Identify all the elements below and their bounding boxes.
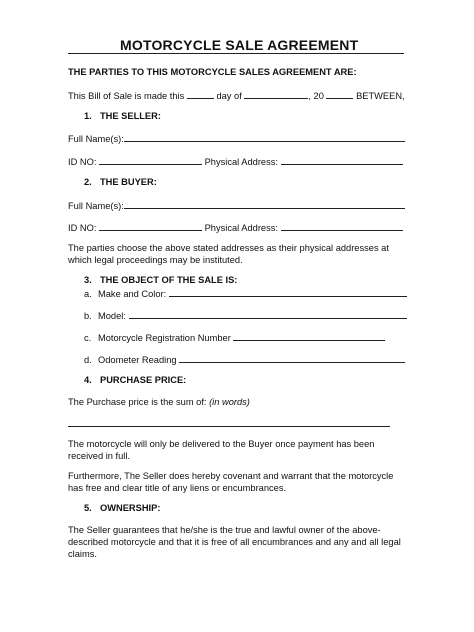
object-item-model	[84, 309, 407, 321]
seller-address-label: Physical Address:	[204, 157, 278, 167]
buyer-full-name-label: Full Name(s):	[68, 201, 124, 211]
ownership-text: The Seller guarantees that he/she is the true and lawful owner of the above-described motorcycle and that it is free of all encumbrances and any and all legal claims.	[68, 525, 401, 559]
seller-full-name-field[interactable]	[124, 132, 405, 142]
price-in-words: (in words)	[209, 397, 250, 407]
buyer-number: 2.	[84, 177, 92, 187]
price-words-field[interactable]	[68, 426, 390, 427]
month-blank[interactable]	[244, 89, 308, 99]
item-letter: b.	[84, 311, 92, 321]
buyer-address-label: Physical Address:	[204, 223, 278, 233]
seller-full-name-row	[68, 132, 405, 144]
price-heading	[84, 375, 186, 385]
addresses-note: The parties choose the above stated addresses as their physical addresses at which legal proceedings may be instituted.	[68, 243, 389, 265]
registration-field[interactable]	[233, 331, 385, 341]
buyer-address-field[interactable]	[281, 221, 403, 231]
buyer-id-label: ID NO:	[68, 223, 97, 233]
ownership-number: 5.	[84, 503, 92, 513]
price-heading-text: PURCHASE PRICE:	[100, 375, 187, 385]
buyer-id-row	[68, 221, 403, 233]
buyer-heading	[84, 177, 157, 187]
bill-of-sale-line	[68, 89, 405, 101]
item-letter: a.	[84, 289, 92, 299]
item-letter: c.	[84, 333, 92, 343]
model-label: Model:	[98, 311, 126, 321]
seller-id-field[interactable]	[99, 155, 202, 165]
ownership-heading	[84, 503, 160, 513]
odometer-label: Odometer Reading	[98, 355, 177, 365]
delivery-text: The motorcycle will only be delivered to the Buyer once payment has been received in full.	[68, 439, 375, 461]
document-title: MOTORCYCLE SALE AGREEMENT	[120, 37, 359, 53]
registration-label: Motorcycle Registration Number	[98, 333, 231, 343]
seller-id-label: ID NO:	[68, 157, 97, 167]
year-prefix: , 20	[308, 91, 324, 101]
seller-full-name-label: Full Name(s):	[68, 134, 124, 144]
buyer-full-name-row	[68, 199, 405, 211]
parties-heading: THE PARTIES TO THIS MOTORCYCLE SALES AGREEMENT ARE:	[68, 67, 357, 77]
bill-of-sale-prefix: This Bill of Sale is made this	[68, 91, 185, 101]
buyer-heading-text: THE BUYER:	[100, 177, 157, 187]
buyer-id-field[interactable]	[99, 221, 202, 231]
seller-address-field[interactable]	[281, 155, 403, 165]
object-item-make	[84, 287, 407, 299]
ownership-heading-text: OWNERSHIP:	[100, 503, 161, 513]
seller-heading-text: THE SELLER:	[100, 111, 161, 121]
make-color-label: Make and Color:	[98, 289, 167, 299]
item-letter: d.	[84, 355, 92, 365]
seller-heading	[84, 111, 161, 121]
covenant-text: Furthermore, The Seller does hereby covenant and warrant that the motorcycle has free and clear title of any liens or encumbrances.	[68, 471, 394, 493]
seller-number: 1.	[84, 111, 92, 121]
object-number: 3.	[84, 275, 92, 285]
price-text: The Purchase price is the sum of:	[68, 397, 207, 407]
day-blank[interactable]	[187, 89, 214, 99]
day-of-label: day of	[216, 91, 242, 101]
object-heading	[84, 275, 237, 285]
object-heading-text: THE OBJECT OF THE SALE IS:	[100, 275, 238, 285]
odometer-field[interactable]	[179, 353, 405, 363]
price-text-row	[68, 397, 250, 407]
buyer-full-name-field[interactable]	[124, 199, 405, 209]
between-label: BETWEEN,	[356, 91, 405, 101]
object-item-odometer	[84, 353, 405, 365]
title-rule	[68, 53, 404, 54]
price-number: 4.	[84, 375, 92, 385]
make-color-field[interactable]	[169, 287, 407, 297]
object-item-registration	[84, 331, 385, 343]
seller-id-row	[68, 155, 403, 167]
model-field[interactable]	[129, 309, 407, 319]
year-blank[interactable]	[326, 89, 353, 99]
